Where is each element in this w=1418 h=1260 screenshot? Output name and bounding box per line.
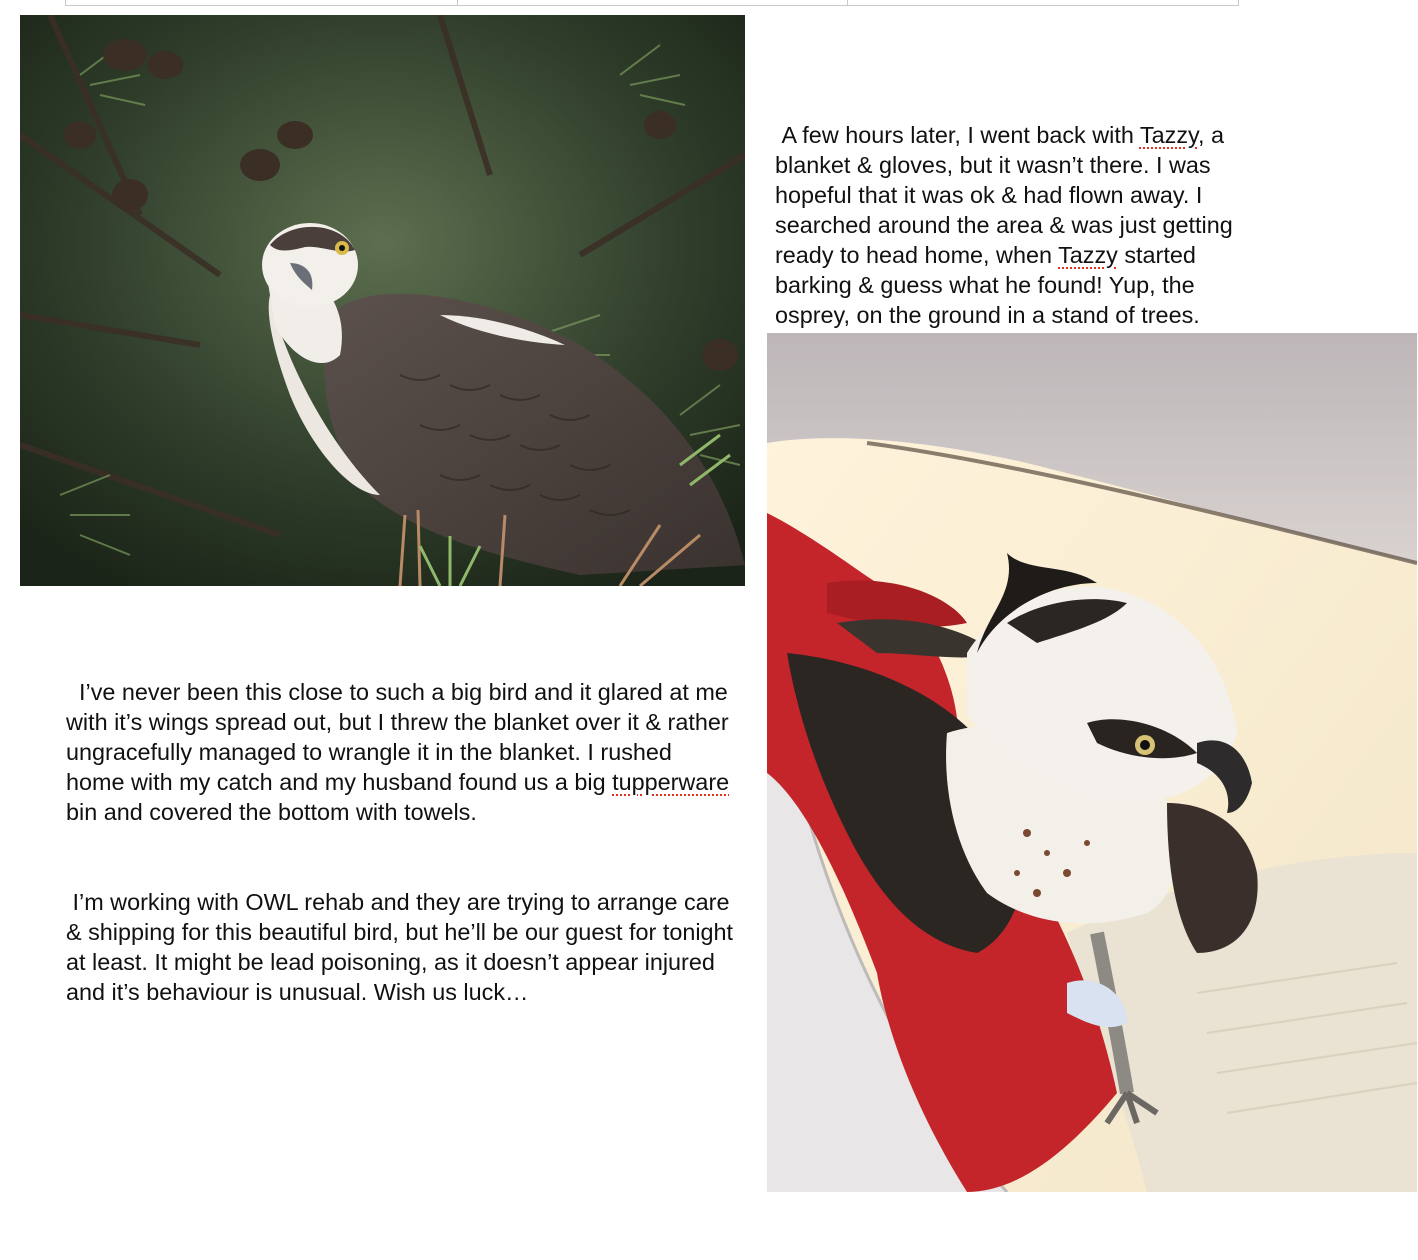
osprey-tree-photo bbox=[20, 15, 745, 586]
misspelled-word[interactable]: tupperware bbox=[612, 769, 730, 795]
paragraph bbox=[775, 120, 1240, 330]
text-run: started barking & guess what he found! Yup, the osprey, on the ground in a stand of trees. bbox=[775, 242, 1203, 328]
table-cell-divider bbox=[457, 0, 458, 6]
text-run: I’ve never been this close to such a big bird and it glared at me with it’s wings spread out, but I threw the blanket over it & rather ungracefully managed to wrangle it in the blanket. I rushed home with my catch and my husband found us a big bbox=[66, 679, 736, 795]
osprey-bin-photo bbox=[767, 333, 1417, 1192]
osprey-tree-illustration bbox=[20, 15, 745, 586]
table-edge bbox=[65, 0, 1239, 6]
story-paragraph-left bbox=[66, 617, 740, 1037]
paragraph bbox=[66, 677, 736, 827]
table-cell-divider bbox=[847, 0, 848, 6]
misspelled-word[interactable]: Tazzy bbox=[1139, 122, 1198, 148]
osprey-bin-illustration bbox=[767, 333, 1417, 1192]
text-run: bin and covered the bottom with towels. bbox=[66, 769, 736, 825]
text-run: , a blanket & gloves, but it wasn’t there. I was hopeful that it was ok & had flown away. I searched around the area & was just getting ready to head home, when bbox=[775, 122, 1240, 268]
paragraph: I’m working with OWL rehab and they are trying to arrange care & shipping for this beautiful bird, but he’ll be our guest for tonight at least. It might be lead poisoning, as it doesn’t appear injured and it’s behaviour is unusual. Wish us luck… bbox=[66, 889, 740, 1005]
text-run: A few hours later, I went back with bbox=[775, 122, 1140, 148]
misspelled-word[interactable]: Tazzy bbox=[1058, 242, 1118, 268]
story-paragraph-right bbox=[775, 60, 1240, 360]
